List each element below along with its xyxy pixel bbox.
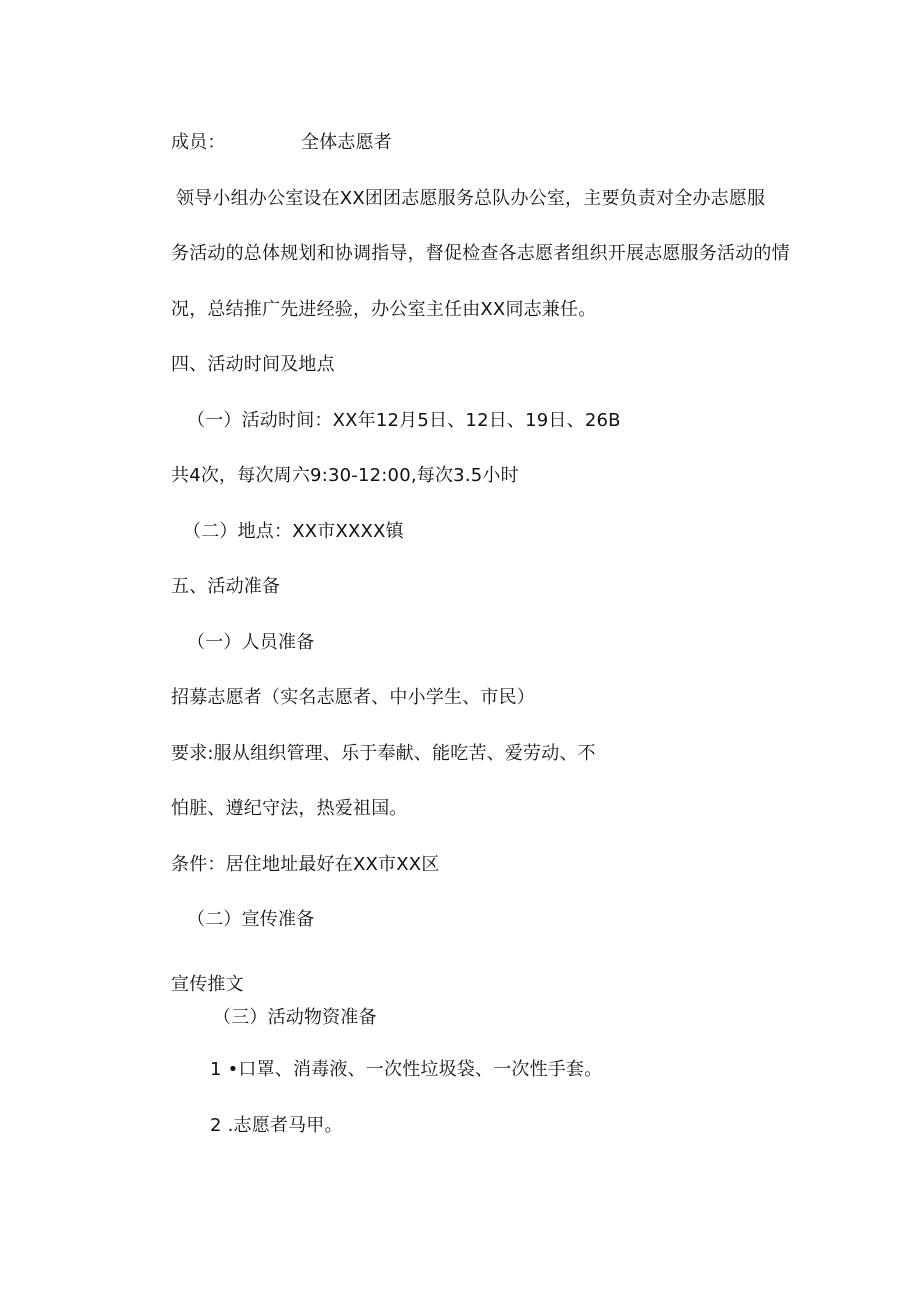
- office-paragraph-line-3: 况，总结推广先进经验，办公室主任由XX同志兼任。: [171, 299, 597, 320]
- residence-condition: 条件：居住地址最好在XX市XX区: [171, 854, 440, 875]
- office-paragraph-line-2: 务活动的总体规划和协调指导，督促检查各志愿者组织开展志愿服务活动的情: [171, 243, 790, 264]
- activity-place: （二）地点：XX市XXXX镇: [183, 521, 404, 542]
- members-line: [171, 131, 392, 155]
- materials-heading: （三）活动物资准备: [213, 1007, 377, 1028]
- activity-time-line-1: （一）活动时间：XX年12月5日、12日、19日、26B: [187, 410, 621, 431]
- members-value: 全体志愿者: [301, 132, 392, 153]
- requirement-line-2: 怕脏、遵纪守法，热爱祖国。: [171, 798, 408, 819]
- publicity-heading: （二）宣传准备: [187, 909, 315, 930]
- section-4-heading: 四、活动时间及地点: [171, 354, 335, 375]
- office-paragraph-line-1: 领导小组办公室设在XX团团志愿服务总队办公室，主要负责对全办志愿服: [176, 188, 766, 209]
- materials-item: 1 •口罩、消毒液、一次性垃圾袋、一次性手套。: [210, 1059, 603, 1080]
- publicity-content: 宣传推文: [171, 974, 244, 995]
- activity-time-line-2: 共4次，每次周六9:30-12:00,每次3.5小时: [171, 465, 519, 486]
- recruit-volunteers: 招募志愿者（实名志愿者、中小学生、市民）: [171, 687, 535, 708]
- materials-item: 2 .志愿者马甲。: [210, 1115, 343, 1136]
- personnel-heading: （一）人员准备: [187, 632, 315, 653]
- members-label: 成员：: [171, 132, 226, 153]
- requirement-line-1: 要求:服从组织管理、乐于奉献、能吃苦、爱劳动、不: [171, 743, 596, 764]
- section-5-heading: 五、活动准备: [171, 576, 281, 597]
